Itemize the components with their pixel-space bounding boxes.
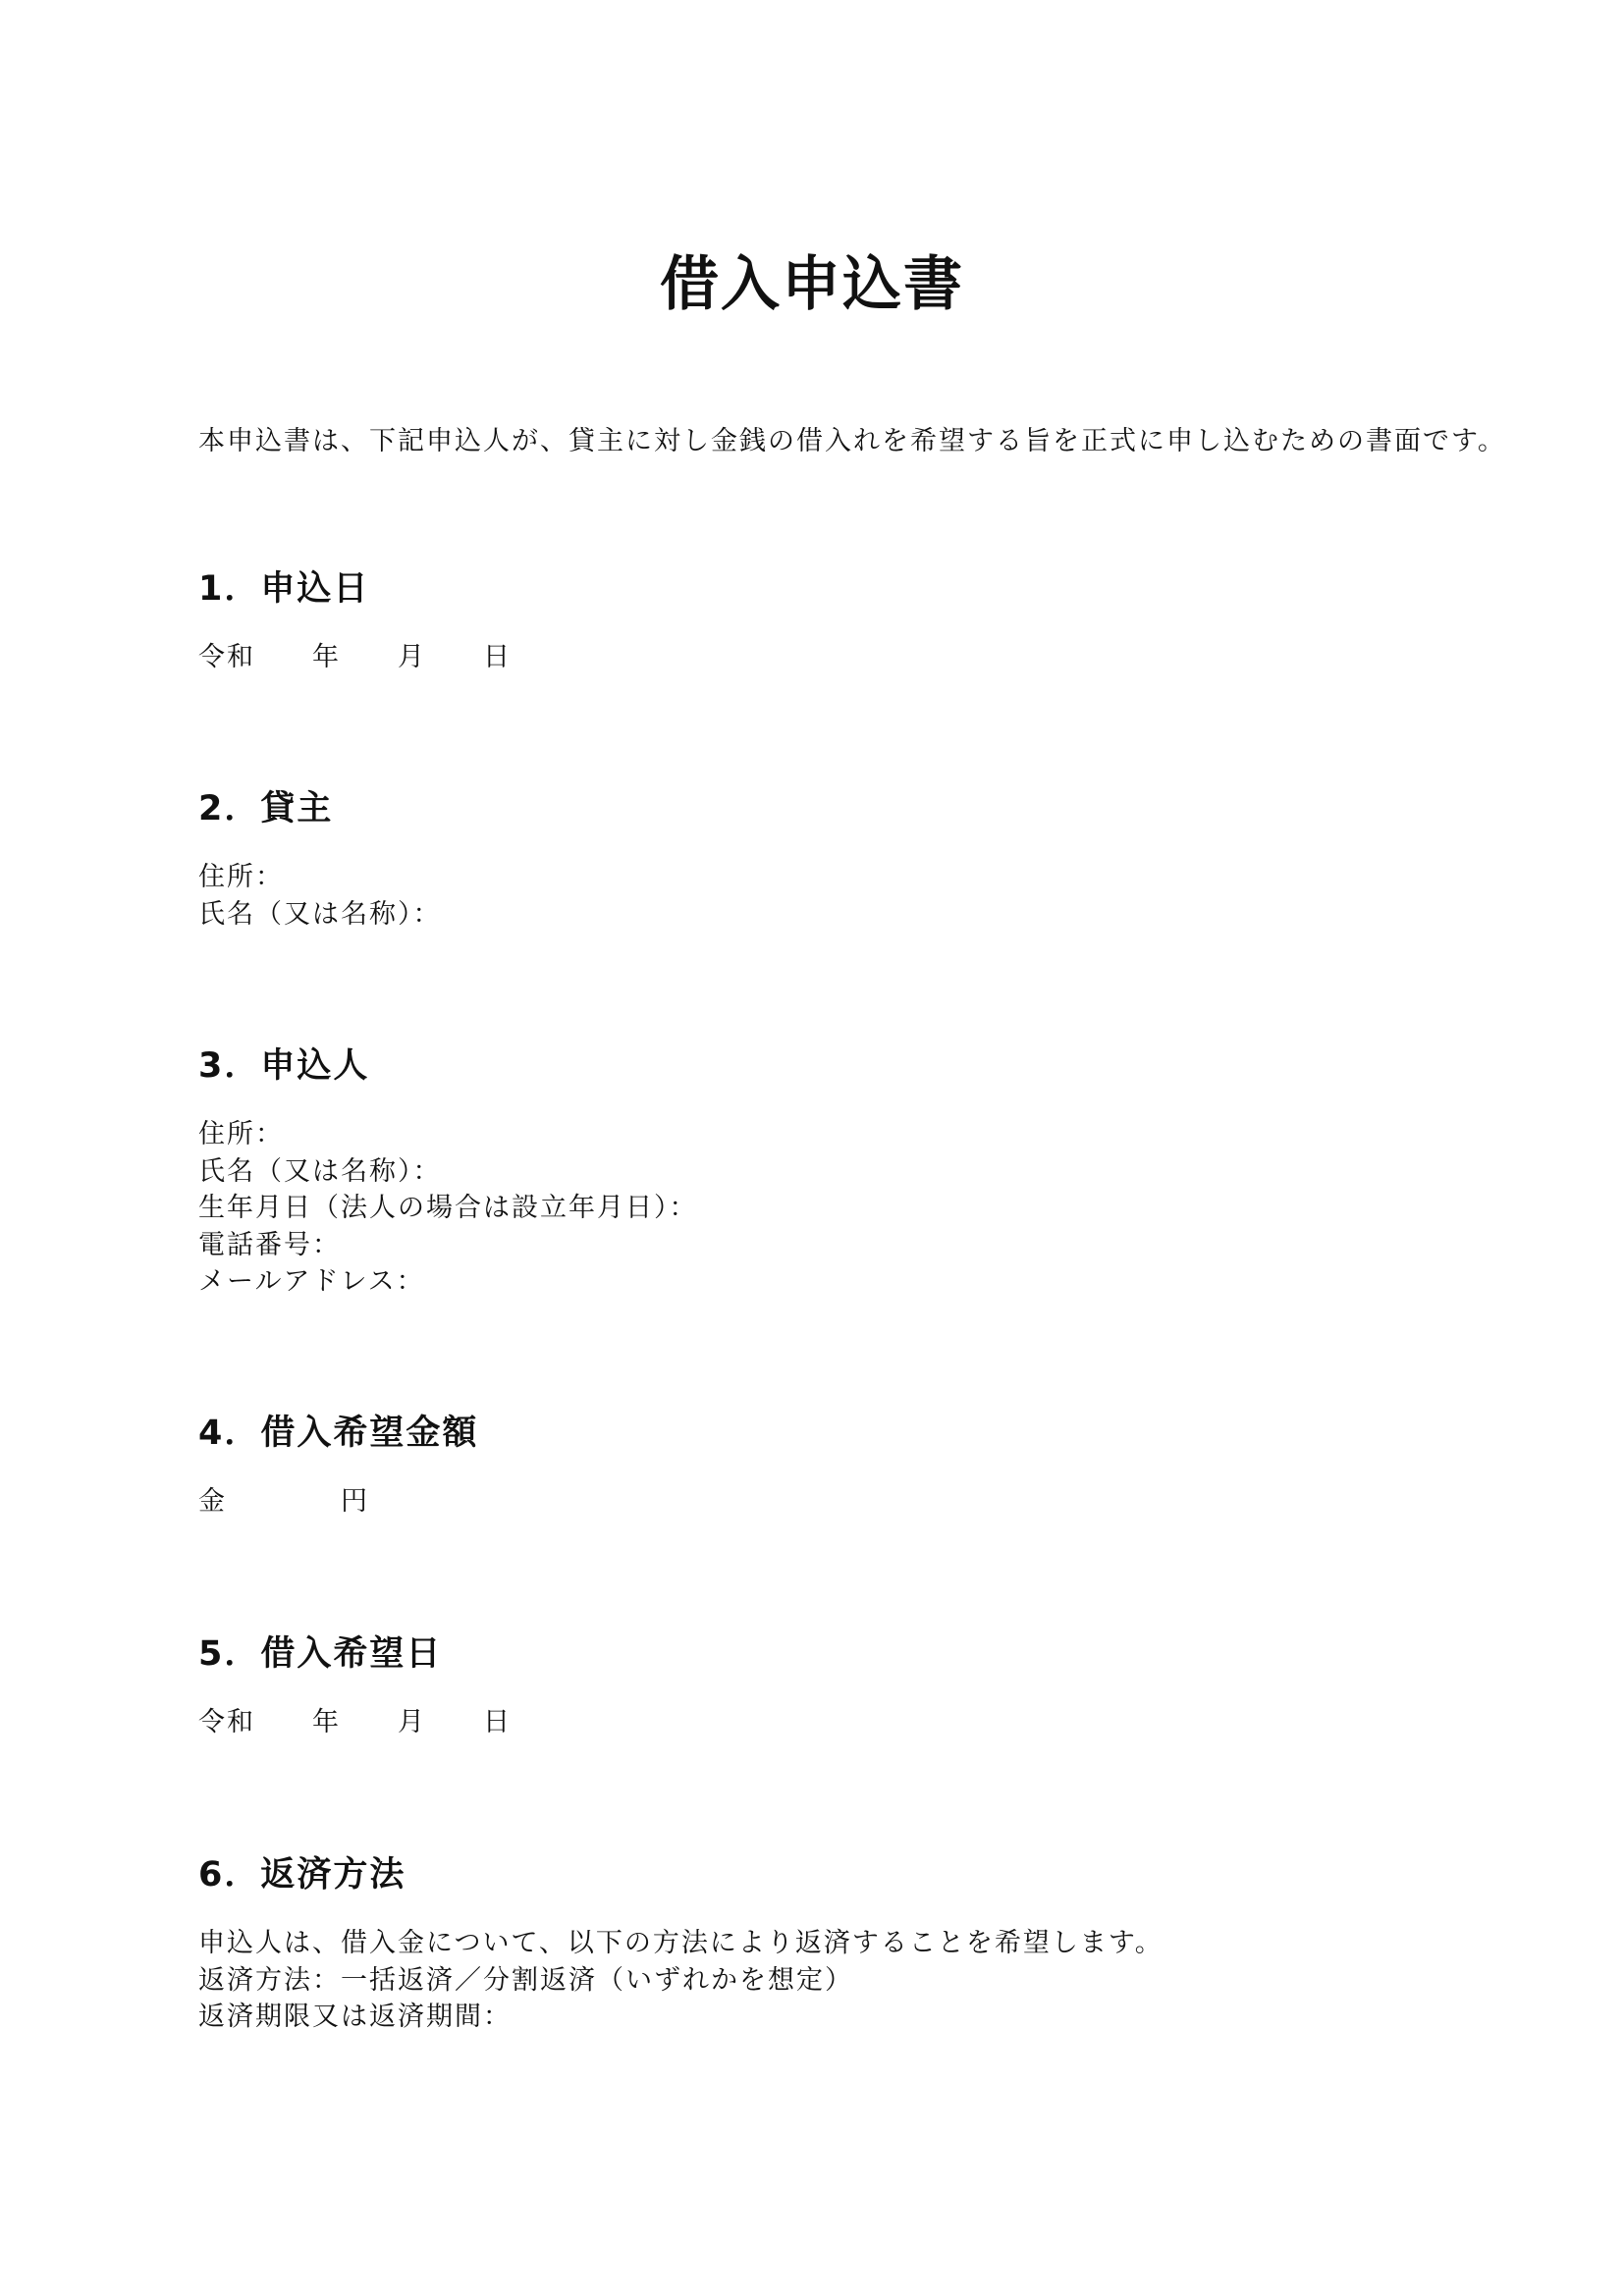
section-loan-date (198, 1631, 1455, 1741)
repayment-method-field: 返済方法：一括返済／分割返済（いずれかを想定） (198, 1964, 853, 1996)
section-heading: 6．返済方法 (198, 1855, 406, 1895)
intro-paragraph: 本申込書は、下記申込人が、貸主に対し金銭の借入れを希望する旨を正式に申し込むための書面です。 (198, 426, 1506, 456)
repayment-deadline-field: 返済期限又は返済期間： (198, 2002, 512, 2032)
section-repayment-method (198, 1852, 1455, 2036)
applicant-address-field: 住所： (198, 1119, 284, 1149)
section-heading: 3．申込人 (198, 1046, 370, 1086)
applicant-name-field: 氏名（又は名称）： (198, 1155, 442, 1187)
document-title: 借入申込書 (660, 250, 964, 319)
applicant-email-field: メールアドレス： (198, 1266, 425, 1297)
applicant-birthdate-field: 生年月日（法人の場合は設立年月日）： (198, 1193, 698, 1223)
section-heading: 5．借入希望日 (198, 1634, 443, 1674)
application-date-line: 令和 年 月 日 (198, 642, 512, 672)
section-lender (198, 786, 1455, 933)
loan-amount-line: 金 円 (198, 1486, 369, 1517)
repayment-statement: 申込人は、借入金について、以下の方法により返済することを希望します。 (198, 1928, 1164, 1958)
section-applicant (198, 1043, 1455, 1301)
lender-name-field: 氏名（又は名称）： (198, 898, 442, 930)
section-heading: 2．貸主 (198, 789, 334, 828)
applicant-phone-field: 電話番号： (198, 1229, 341, 1260)
section-loan-amount (198, 1411, 1455, 1521)
lender-address-field: 住所： (198, 862, 284, 892)
section-heading: 4．借入希望金額 (198, 1414, 479, 1453)
section-application-date (198, 566, 1455, 676)
section-heading: 1．申込日 (198, 569, 370, 609)
loan-date-line: 令和 年 月 日 (198, 1707, 512, 1737)
